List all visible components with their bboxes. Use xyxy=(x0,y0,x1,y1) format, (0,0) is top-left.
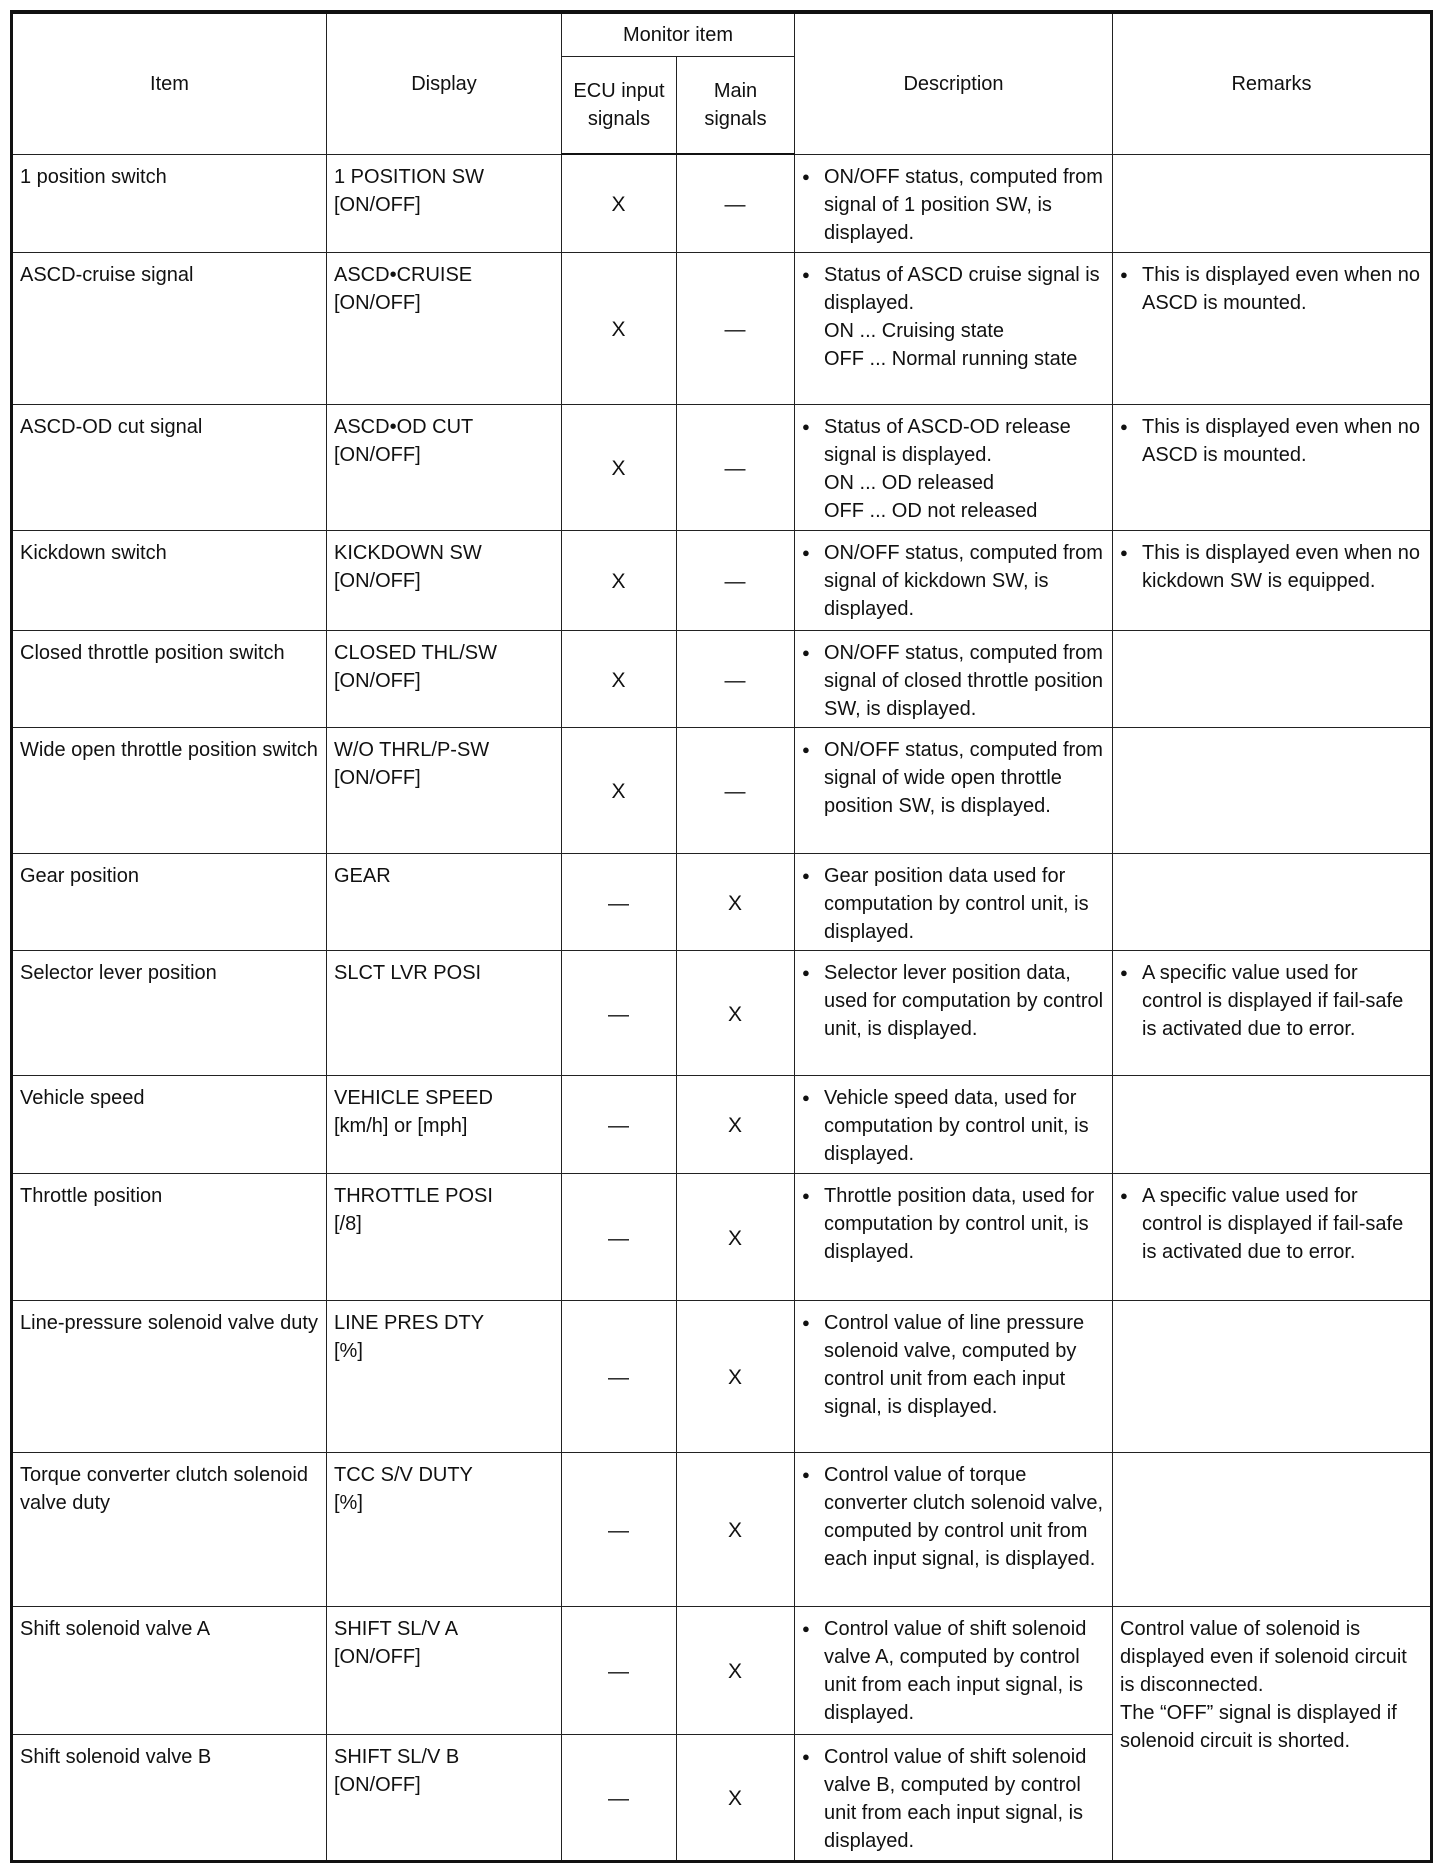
description-text: ON/OFF status, computed from signal of closed throttle position SW, is displayed. xyxy=(824,641,1104,720)
main-signal-mark: X xyxy=(677,950,795,1075)
description-text: Control value of torque converter clutch solenoid valve, computed by control unit from each input signal, is displayed. xyxy=(824,1463,1104,1570)
description-cell xyxy=(795,252,1113,404)
display-line: [km/h] or [mph] xyxy=(334,1114,468,1137)
bullet-icon: ● xyxy=(802,1089,810,1105)
ecu-input-mark: — xyxy=(562,1734,677,1861)
description-cell xyxy=(795,1173,1113,1300)
item-cell: Kickdown switch xyxy=(12,530,327,630)
remarks-cell xyxy=(1113,1300,1432,1452)
display-line: GEAR xyxy=(334,864,391,887)
main-signal-mark: — xyxy=(677,154,795,252)
bullet-icon: ● xyxy=(1120,266,1128,282)
bullet-icon: ● xyxy=(1120,964,1128,980)
ecu-input-mark: X xyxy=(562,154,677,252)
bullet-icon: ● xyxy=(802,1187,810,1203)
main-signal-mark: X xyxy=(677,1075,795,1173)
item-cell: Selector lever position xyxy=(12,950,327,1075)
description-text: Throttle position data, used for computation by control unit, is displayed. xyxy=(824,1184,1095,1263)
main-signal-mark: X xyxy=(677,1452,795,1606)
remarks-text: A specific value used for control is displayed if fail-safe is activated due to error. xyxy=(1142,1184,1404,1263)
remarks-cell xyxy=(1113,727,1432,853)
description-cell xyxy=(795,1734,1113,1861)
header-monitor-item: Monitor item xyxy=(562,12,795,56)
description-bullet xyxy=(802,959,1104,1043)
remarks-cell xyxy=(1113,530,1432,630)
display-line: TCC S/V DUTY xyxy=(334,1463,473,1486)
bullet-icon: ● xyxy=(802,644,810,660)
ecu-input-mark: X xyxy=(562,404,677,530)
main-signal-mark: X xyxy=(677,1300,795,1452)
display-line: [ON/OFF] xyxy=(334,669,421,692)
ecu-input-mark: X xyxy=(562,727,677,853)
description-cell xyxy=(795,154,1113,252)
remarks-text: This is displayed even when no ASCD is mounted. xyxy=(1142,263,1420,314)
display-line: SLCT LVR POSI xyxy=(334,961,482,984)
display-line: VEHICLE SPEED xyxy=(334,1086,493,1109)
display-cell xyxy=(327,1075,562,1173)
table-row xyxy=(12,630,1432,727)
display-line: CLOSED THL/SW xyxy=(334,641,497,664)
table-row xyxy=(12,154,1432,252)
ecu-input-mark: — xyxy=(562,1452,677,1606)
description-text: Control value of line pressure solenoid valve, computed by control unit from each input signal, is displayed. xyxy=(824,1311,1085,1418)
display-line: [ON/OFF] xyxy=(334,1773,421,1796)
item-cell: Vehicle speed xyxy=(12,1075,327,1173)
remarks-bullet xyxy=(1120,1182,1422,1266)
description-bullet xyxy=(802,736,1104,820)
ecu-input-mark: — xyxy=(562,1606,677,1734)
display-line: [ON/OFF] xyxy=(334,569,421,592)
item-cell: Gear position xyxy=(12,853,327,950)
main-signal-mark: — xyxy=(677,404,795,530)
display-line: LINE PRES DTY xyxy=(334,1311,485,1334)
description-cell xyxy=(795,1075,1113,1173)
description-text: Vehicle speed data, used for computation by control unit, is displayed. xyxy=(824,1086,1089,1165)
display-cell xyxy=(327,252,562,404)
item-cell: Shift solenoid valve B xyxy=(12,1734,327,1861)
description-bullet xyxy=(802,163,1104,247)
bullet-icon: ● xyxy=(802,266,810,282)
item-cell: Line-pressure solenoid valve duty xyxy=(12,1300,327,1452)
display-line: [%] xyxy=(334,1491,363,1514)
display-line: W/O THRL/P-SW xyxy=(334,738,490,761)
table-row xyxy=(12,252,1432,404)
main-signal-mark: X xyxy=(677,1173,795,1300)
display-cell xyxy=(327,1452,562,1606)
header-display: Display xyxy=(327,12,562,154)
display-line: ASCD•OD CUT xyxy=(334,415,474,438)
display-line: [ON/OFF] xyxy=(334,291,421,314)
item-cell: ASCD-cruise signal xyxy=(12,252,327,404)
remarks-bullet xyxy=(1120,413,1422,469)
bullet-icon: ● xyxy=(802,741,810,757)
description-text: ON/OFF status, computed from signal of kickdown SW, is displayed. xyxy=(824,541,1103,620)
description-bullet xyxy=(802,1182,1104,1266)
description-text: Gear position data used for computation by control unit, is displayed. xyxy=(824,864,1089,943)
item-cell: Throttle position xyxy=(12,1173,327,1300)
description-cell xyxy=(795,727,1113,853)
description-bullet xyxy=(802,1615,1104,1727)
description-bullet xyxy=(802,539,1104,623)
remarks-text: This is displayed even when no ASCD is mounted. xyxy=(1142,415,1420,466)
description-bullet xyxy=(802,1309,1104,1421)
display-cell xyxy=(327,154,562,252)
bullet-icon: ● xyxy=(1120,418,1128,434)
description-cell xyxy=(795,1606,1113,1734)
table-row xyxy=(12,1075,1432,1173)
table-row xyxy=(12,1300,1432,1452)
item-cell: ASCD-OD cut signal xyxy=(12,404,327,530)
description-line: OFF ... OD not released xyxy=(824,499,1038,522)
description-bullet xyxy=(802,1461,1104,1573)
remarks-cell xyxy=(1113,252,1432,404)
item-cell: Torque converter clutch solenoid valve duty xyxy=(12,1452,327,1606)
item-cell: 1 position switch xyxy=(12,154,327,252)
remarks-cell xyxy=(1113,154,1432,252)
display-cell xyxy=(327,1300,562,1452)
main-signal-mark: — xyxy=(677,630,795,727)
remarks-cell xyxy=(1113,630,1432,727)
header-main-signals: Main signals xyxy=(677,56,795,154)
table-row xyxy=(12,404,1432,530)
remarks-cell xyxy=(1113,404,1432,530)
table-row xyxy=(12,727,1432,853)
display-cell xyxy=(327,1173,562,1300)
description-bullet xyxy=(802,413,1104,469)
remarks-cell xyxy=(1113,1173,1432,1300)
bullet-icon: ● xyxy=(1120,1187,1128,1203)
display-cell xyxy=(327,404,562,530)
display-line: [ON/OFF] xyxy=(334,193,421,216)
display-line: SHIFT SL/V B xyxy=(334,1745,460,1768)
ecu-input-mark: X xyxy=(562,530,677,630)
description-bullet xyxy=(802,1743,1104,1855)
remarks-cell xyxy=(1113,1452,1432,1606)
display-line: [ON/OFF] xyxy=(334,766,421,789)
header-description: Description xyxy=(795,12,1113,154)
display-cell xyxy=(327,950,562,1075)
description-cell xyxy=(795,1452,1113,1606)
description-text: Selector lever position data, used for computation by control unit, is displayed. xyxy=(824,961,1104,1040)
display-cell xyxy=(327,530,562,630)
remarks-bullet xyxy=(1120,539,1422,595)
description-cell xyxy=(795,950,1113,1075)
bullet-icon: ● xyxy=(802,544,810,560)
description-line: ON ... OD released xyxy=(824,471,995,494)
remarks-bullet xyxy=(1120,261,1422,317)
description-line: OFF ... Normal running state xyxy=(824,347,1078,370)
display-line: [ON/OFF] xyxy=(334,443,421,466)
display-line: 1 POSITION SW xyxy=(334,165,485,188)
remarks-text: A specific value used for control is displayed if fail-safe is activated due to error. xyxy=(1142,961,1404,1040)
bullet-icon: ● xyxy=(802,1314,810,1330)
bullet-icon: ● xyxy=(802,418,810,434)
item-cell: Wide open throttle position switch xyxy=(12,727,327,853)
description-bullet xyxy=(802,862,1104,946)
ecu-input-mark: — xyxy=(562,1075,677,1173)
description-bullet xyxy=(802,261,1104,317)
header-item: Item xyxy=(12,12,327,154)
description-text: Status of ASCD cruise signal is displayed. xyxy=(824,263,1100,314)
description-cell xyxy=(795,1300,1113,1452)
remarks-bullet xyxy=(1120,959,1422,1043)
bullet-icon: ● xyxy=(802,168,810,184)
header-remarks: Remarks xyxy=(1113,12,1432,154)
bullet-icon: ● xyxy=(802,867,810,883)
description-cell xyxy=(795,530,1113,630)
description-text: Control value of shift solenoid valve A, computed by control unit from each input signal, is displayed. xyxy=(824,1617,1087,1724)
table-row xyxy=(12,1606,1432,1734)
description-text: ON/OFF status, computed from signal of wide open throttle position SW, is displayed. xyxy=(824,738,1103,817)
ecu-input-mark: — xyxy=(562,853,677,950)
monitor-item-table xyxy=(10,10,1433,1863)
description-text: Control value of shift solenoid valve B, computed by control unit from each input signal, is displayed. xyxy=(824,1745,1087,1852)
remarks-cell xyxy=(1113,1075,1432,1173)
table-row xyxy=(12,1452,1432,1606)
description-text: Status of ASCD-OD release signal is displayed. xyxy=(824,415,1071,466)
display-line: [ON/OFF] xyxy=(334,1645,421,1668)
table-row xyxy=(12,530,1432,630)
description-cell xyxy=(795,853,1113,950)
ecu-input-mark: — xyxy=(562,1300,677,1452)
description-bullet xyxy=(802,1084,1104,1168)
display-line: KICKDOWN SW xyxy=(334,541,482,564)
ecu-input-mark: — xyxy=(562,950,677,1075)
display-line: SHIFT SL/V A xyxy=(334,1617,459,1640)
remarks-cell: Control value of solenoid is displayed even if solenoid circuit is disconnected. The “OFF” signal is displayed if solenoid circuit is shorted. xyxy=(1113,1606,1432,1861)
main-signal-mark: X xyxy=(677,853,795,950)
display-cell xyxy=(327,727,562,853)
item-cell: Closed throttle position switch xyxy=(12,630,327,727)
display-line: ASCD•CRUISE xyxy=(334,263,473,286)
remarks-cell xyxy=(1113,853,1432,950)
display-cell xyxy=(327,1734,562,1861)
header-ecu-input-signals: ECU input signals xyxy=(562,56,677,154)
main-signal-mark: — xyxy=(677,530,795,630)
item-cell: Shift solenoid valve A xyxy=(12,1606,327,1734)
main-signal-mark: — xyxy=(677,252,795,404)
bullet-icon: ● xyxy=(802,964,810,980)
ecu-input-mark: X xyxy=(562,630,677,727)
description-line: ON ... Cruising state xyxy=(824,319,1005,342)
display-cell xyxy=(327,630,562,727)
display-line: [%] xyxy=(334,1339,363,1362)
remarks-cell xyxy=(1113,950,1432,1075)
main-signal-mark: X xyxy=(677,1606,795,1734)
description-cell xyxy=(795,404,1113,530)
remarks-text: This is displayed even when no kickdown SW is equipped. xyxy=(1142,541,1420,592)
description-bullet xyxy=(802,639,1104,723)
ecu-input-mark: X xyxy=(562,252,677,404)
description-cell xyxy=(795,630,1113,727)
bullet-icon: ● xyxy=(802,1748,810,1764)
display-cell xyxy=(327,853,562,950)
bullet-icon: ● xyxy=(802,1620,810,1636)
bullet-icon: ● xyxy=(802,1466,810,1482)
table-row xyxy=(12,1173,1432,1300)
display-line: [/8] xyxy=(334,1212,362,1235)
description-text: ON/OFF status, computed from signal of 1 position SW, is displayed. xyxy=(824,165,1103,244)
ecu-input-mark: — xyxy=(562,1173,677,1300)
table-row xyxy=(12,950,1432,1075)
table-row xyxy=(12,853,1432,950)
display-cell xyxy=(327,1606,562,1734)
display-line: THROTTLE POSI xyxy=(334,1184,493,1207)
main-signal-mark: X xyxy=(677,1734,795,1861)
bullet-icon: ● xyxy=(1120,544,1128,560)
main-signal-mark: — xyxy=(677,727,795,853)
